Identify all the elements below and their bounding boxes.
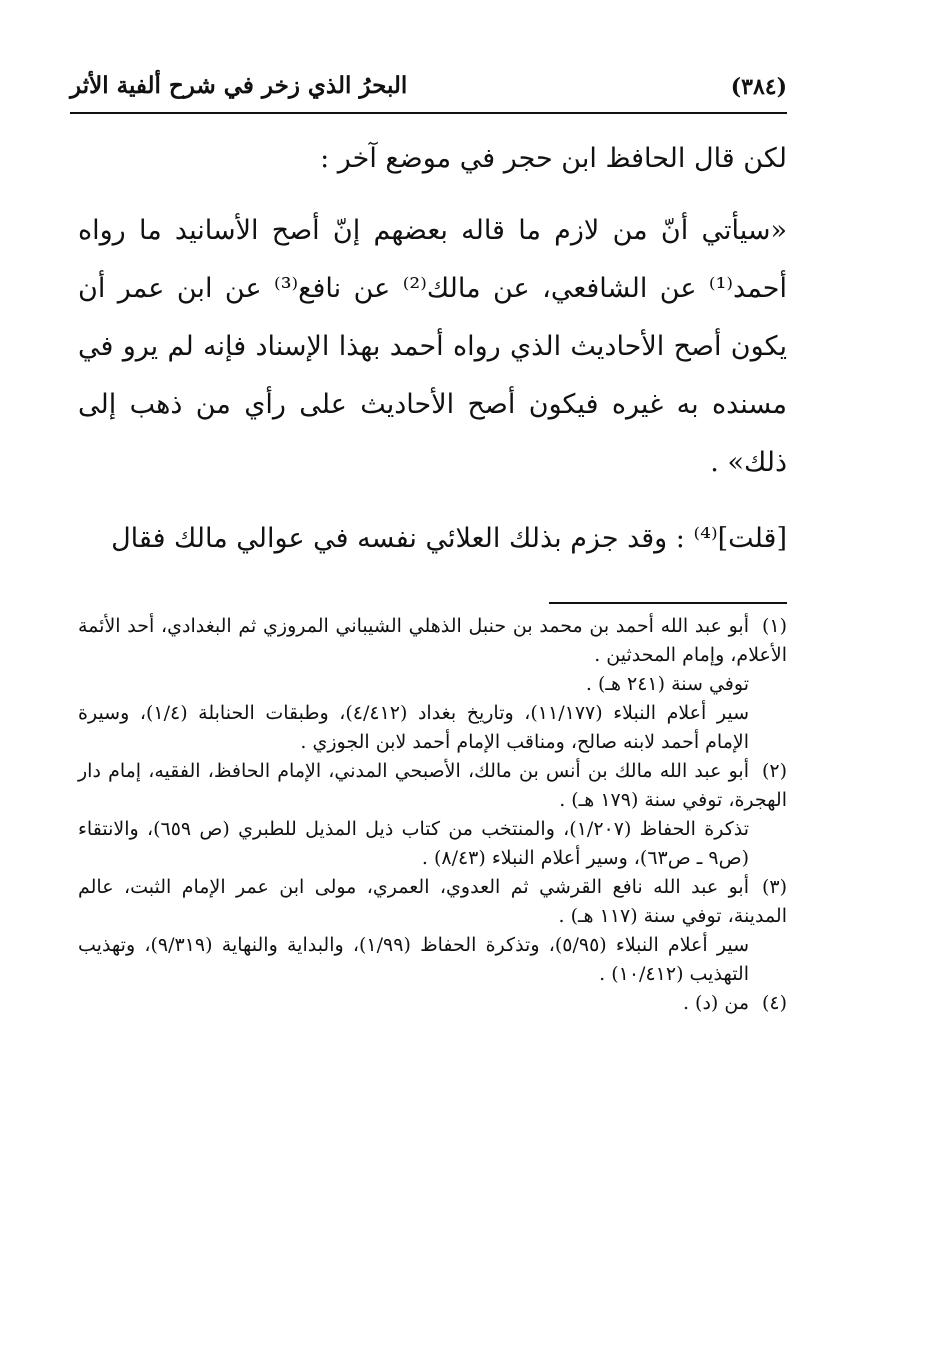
header-rule — [70, 112, 787, 114]
footnote-number: (١) — [761, 615, 787, 637]
quote-paragraph: «سيأتي أنّ من لازم ما قاله بعضهم إنّ أصح الأسانيد ما رواه أحمد⁽¹⁾ عن الشافعي، عن مالك⁽²⁾ عن نافع⁽³⁾ عن ابن عمر أن يكون أصح الأحاديث الذي رواه أحمد بهذا الإسناد فإنه لم يرو في مسنده به غيره فيكون أصح الأحاديث على رأي من ذهب إلى ذلك» . — [78, 215, 787, 478]
main-text — [78, 130, 787, 568]
footnote-sources: سير أعلام النبلاء (١١/١٧٧)، وتاريخ بغداد (٤/٤١٢)، وطبقات الحنابلة (١/٤)، وسيرة الإمام أحمد لابنه صالح، ومناقب الإمام أحمد لابن الجوزي . — [78, 702, 749, 753]
footnote-1 — [78, 612, 787, 757]
footnote-number: (٣) — [761, 876, 787, 898]
footnote-text: (٢)أبو عبد الله مالك بن أنس بن مالك، الأصبحي المدني، الإمام الحافظ، الفقيه، إمام دار الهجرة، توفي سنة (١٧٩ هـ) . — [78, 757, 787, 815]
footnote-text: (١)أبو عبد الله أحمد بن محمد بن حنبل الذهلي الشيباني المروزي ثم البغدادي، أحد الأئمة الأعلام، وإمام المحدثين . — [78, 612, 787, 670]
comment-paragraph: [قلت]⁽⁴⁾ : وقد جزم بذلك العلائي نفسه في عوالي مالك فقال — [111, 523, 787, 554]
footnote-3 — [78, 873, 787, 989]
page-number: (٣٨٤) — [730, 74, 787, 100]
footnote-number: (٢) — [761, 760, 787, 782]
footnotes — [78, 612, 787, 1018]
footnote-death: توفي سنة (٢٤١ هـ) . — [585, 673, 749, 695]
running-title: البحرُ الذي زخر في شرح ألفية الأثر — [70, 72, 408, 99]
footnote-4 — [78, 989, 787, 1018]
footnote-text: (٣)أبو عبد الله نافع القرشي ثم العدوي، العمري، مولى ابن عمر الإمام الثبت، عالم المدينة، توفي سنة (١١٧ هـ) . — [78, 873, 787, 931]
footnote-text: (٤)من (د) . — [78, 989, 787, 1018]
footnote-sources: تذكرة الحفاظ (١/٢٠٧)، والمنتخب من كتاب ذيل المذيل للطبري (ص ٦٥٩)، والانتقاء (ص٩ ـ ص٦٣)، وسير أعلام النبلاء (٨/٤٣) . — [78, 818, 750, 869]
footnote-2 — [78, 757, 787, 873]
footnote-number: (٤) — [761, 992, 787, 1014]
footnote-separator — [549, 602, 787, 604]
footnote-sources: سير أعلام النبلاء (٥/٩٥)، وتذكرة الحفاظ (١/٩٩)، والبداية والنهاية (٩/٣١٩)، وتهذيب التهذيب (١٠/٤١٢) . — [78, 934, 749, 985]
page-header — [70, 68, 787, 112]
intro-paragraph: لكن قال الحافظ ابن حجر في موضع آخر : — [320, 143, 787, 174]
